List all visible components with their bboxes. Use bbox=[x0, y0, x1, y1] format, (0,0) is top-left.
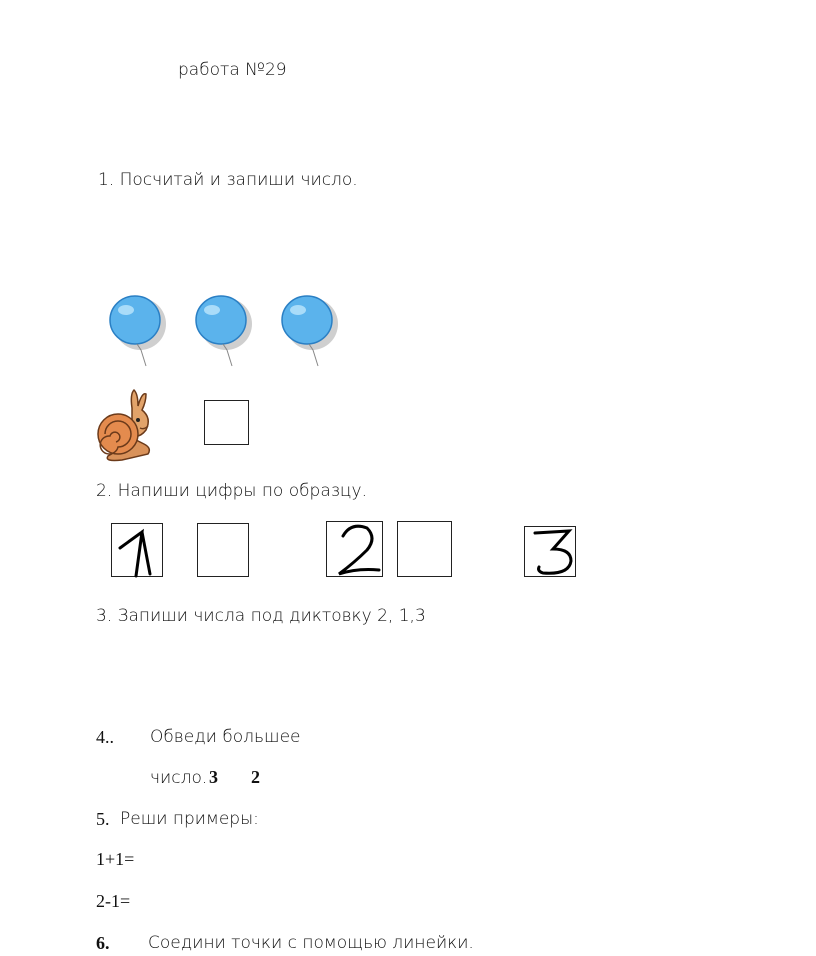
digit-1-handwritten bbox=[112, 524, 164, 578]
sample-box-2 bbox=[326, 521, 383, 577]
snail-icon bbox=[96, 388, 162, 464]
practice-box[interactable] bbox=[197, 523, 249, 577]
task-5-text: Реши примеры: bbox=[120, 809, 259, 829]
example-2: 2-1= bbox=[96, 891, 131, 911]
balloon-icon bbox=[104, 292, 174, 372]
task-6-number: 6. bbox=[96, 933, 110, 953]
number-2[interactable]: 2 bbox=[251, 767, 260, 787]
page-title: работа №29 bbox=[178, 60, 287, 80]
digit-3-handwritten bbox=[525, 527, 577, 578]
task-2-text: 2. Напиши цифры по образцу. bbox=[96, 481, 367, 501]
sample-box-1 bbox=[111, 523, 163, 577]
practice-box[interactable] bbox=[397, 521, 452, 577]
balloon-icon bbox=[276, 292, 346, 372]
task-1-text: 1. Посчитай и запиши число. bbox=[98, 170, 358, 190]
sample-box-3 bbox=[524, 526, 576, 577]
task-3-text: 3. Запиши числа под диктовку 2, 1,3 bbox=[96, 606, 426, 626]
number-3[interactable]: 3 bbox=[209, 767, 218, 787]
task-4-number: 4.. bbox=[96, 727, 114, 747]
digit-2-handwritten bbox=[327, 522, 384, 578]
task-6-text: Соедини точки с помощью линейки. bbox=[148, 933, 474, 953]
balloon-icon bbox=[190, 292, 260, 372]
answer-box[interactable] bbox=[204, 400, 249, 445]
task-4-text: Обведи большее bbox=[150, 727, 301, 747]
task-4-text-cont: число. bbox=[150, 768, 208, 788]
task-5-number: 5. bbox=[96, 809, 110, 829]
example-1: 1+1= bbox=[96, 849, 135, 869]
